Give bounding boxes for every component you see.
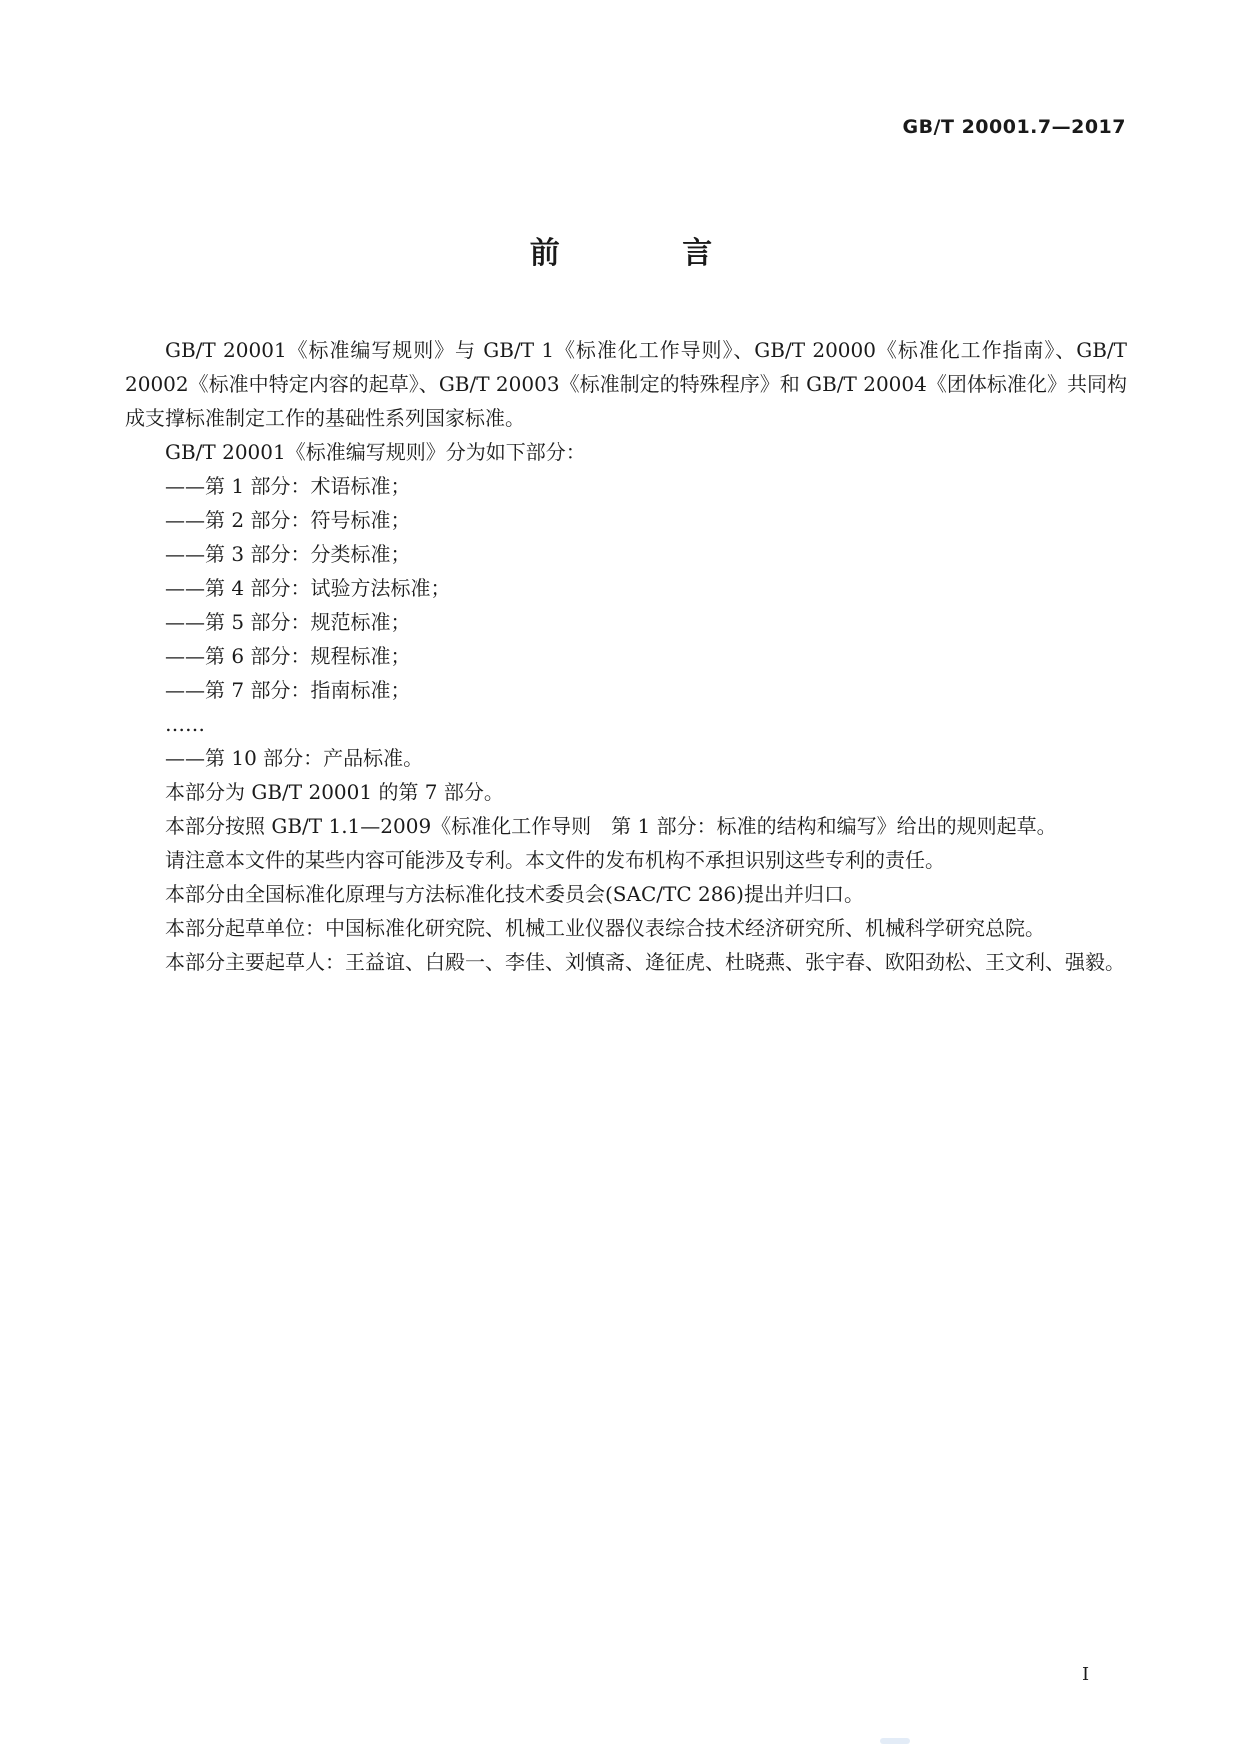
list-ellipsis: …… [165,712,205,736]
paragraph-parts-heading: GB/T 20001《标准编写规则》分为如下部分： [165,440,586,464]
page-title: 前 言 [529,236,769,271]
foreword-body [125,333,1134,979]
list-item-part-1: ——第 1 部分：术语标准； [165,474,411,498]
paragraph-patent-notice: 请注意本文件的某些内容可能涉及专利。本文件的发布机构不承担识别这些专利的责任。 [165,848,945,872]
page-number: I [1082,1664,1090,1685]
paragraph-drafters: 本部分主要起草人：王益谊、白殿一、李佳、刘慎斋、逄征虎、杜晓燕、张宇春、欧阳劲松、王文利、强毅。 [165,950,1125,974]
list-item-part-10: ——第 10 部分：产品标准。 [165,746,424,770]
paragraph-drafting-units: 本部分起草单位：中国标准化研究院、机械工业仪器仪表综合技术经济研究所、机械科学研究总院。 [165,916,1045,940]
paragraph-this-part: 本部分为 GB/T 20001 的第 7 部分。 [165,780,504,804]
list-item-part-3: ——第 3 部分：分类标准； [165,542,411,566]
list-item-part-6: ——第 6 部分：规程标准； [165,644,411,668]
list-item-part-4: ——第 4 部分：试验方法标准； [165,576,451,600]
paragraph-intro: GB/T 20001《标准编写规则》与 GB/T 1《标准化工作导则》、GB/T 20000《标准化工作指南》、GB/T 20002《标准中特定内容的起草》、GB/T 20003《标准制定的特殊程序》和 GB/T 20004《团体标准化》共同构成支撑标准制定工作的基础性系列国家标准。 [125,338,1134,430]
list-item-part-2: ——第 2 部分：符号标准； [165,508,411,532]
list-item-part-7: ——第 7 部分：指南标准； [165,678,411,702]
scan-artifact [880,1738,910,1744]
paragraph-proposer: 本部分由全国标准化原理与方法标准化技术委员会(SAC/TC 286)提出并归口。 [165,882,864,906]
paragraph-drafting-rules: 本部分按照 GB/T 1.1—2009《标准化工作导则 第 1 部分：标准的结构和编写》给出的规则起草。 [165,814,1057,838]
standard-code: GB/T 20001.7—2017 [902,116,1126,138]
list-item-part-5: ——第 5 部分：规范标准； [165,610,411,634]
